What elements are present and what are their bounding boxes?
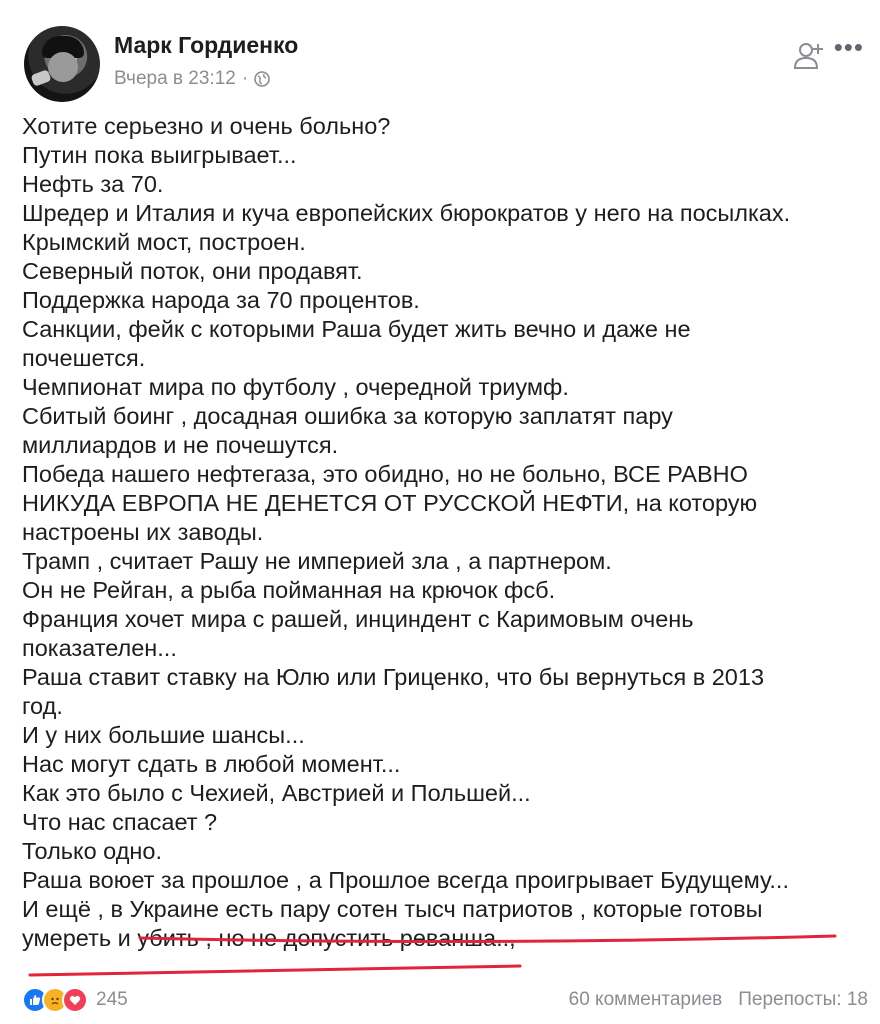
post-timestamp[interactable]: Вчера в 23:12 <box>114 68 236 89</box>
add-friend-icon[interactable] <box>792 38 828 74</box>
post-line: почешется. <box>22 345 146 371</box>
post-line: Хотите серьезно и очень больно? <box>22 113 391 139</box>
reaction-count[interactable]: 245 <box>96 989 128 1010</box>
post-line: Что нас спасает ? <box>22 809 218 835</box>
post-footer <box>22 986 868 1014</box>
post-line: Победа нашего нефтегаза, это обидно, но не больно, ВСЕ РАВНО <box>22 461 748 487</box>
post-header <box>24 22 864 106</box>
avatar[interactable] <box>24 26 100 102</box>
post-body <box>22 112 872 953</box>
post-line: Шредер и Италия и куча европейских бюрократов у него на посылках. <box>22 200 791 226</box>
post-line: умереть и убить , но не допустить реванша.., <box>22 925 516 951</box>
shares-count[interactable]: Перепосты: 18 <box>738 989 868 1010</box>
post-stats <box>569 989 868 1011</box>
post-line: миллиардов и не почешутся. <box>22 432 339 458</box>
post-line: показателен... <box>22 635 177 661</box>
post-line: Как это было с Чехией, Австрией и Польшей... <box>22 780 531 806</box>
red-underline-2 <box>30 966 520 975</box>
post-line: Раша ставит ставку на Юлю или Гриценко, что бы вернуться в 2013 <box>22 664 765 690</box>
post-line: Чемпионат мира по футболу , очередной триумф. <box>22 374 569 400</box>
post-line: Нас могут сдать в любой момент... <box>22 751 401 777</box>
post-meta <box>114 68 270 90</box>
post-line: Нефть за 70. <box>22 171 164 197</box>
post-line: Франция хочет мира с рашей, инциндент с Каримовым очень <box>22 606 694 632</box>
post-line: НИКУДА ЕВРОПА НЕ ДЕНЕТСЯ ОТ РУССКОЙ НЕФТИ, на которую <box>22 490 758 516</box>
post-line: Крымский мост, построен. <box>22 229 306 255</box>
meta-separator: · <box>241 68 249 89</box>
more-options-icon[interactable]: ••• <box>833 32 864 62</box>
post-line: Раша воюет за прошлое , а Прошлое всегда проигрывает Будущему... <box>22 867 789 893</box>
comments-count[interactable]: 60 комментариев <box>568 989 723 1010</box>
post-line: Северный поток, они продавят. <box>22 258 363 284</box>
post-line: настроены их заводы. <box>22 519 264 545</box>
author-name[interactable]: Марк Гордиенко <box>114 32 299 58</box>
post-line: Он не Рейган, а рыба пойманная на крючок фсб. <box>22 577 556 603</box>
love-reaction-icon <box>62 987 88 1013</box>
post-line: Путин пока выигрывает... <box>22 142 297 168</box>
post-line: И ещё , в Украине есть пару сотен тысч патриотов , которые готовы <box>22 896 763 922</box>
post-line: Сбитый боинг , досадная ошибка за которую заплатят пару <box>22 403 673 429</box>
post-line: И у них большие шансы... <box>22 722 305 748</box>
post-line: Санкции, фейк с которыми Раша будет жить вечно и даже не <box>22 316 691 342</box>
globe-icon[interactable] <box>254 71 270 87</box>
reactions[interactable] <box>22 987 128 1013</box>
post-line: Только одно. <box>22 838 163 864</box>
post-line: Трамп , считает Рашу не империей зла , а партнером. <box>22 548 612 574</box>
post-line: год. <box>22 693 63 719</box>
post-line: Поддержка народа за 70 процентов. <box>22 287 420 313</box>
